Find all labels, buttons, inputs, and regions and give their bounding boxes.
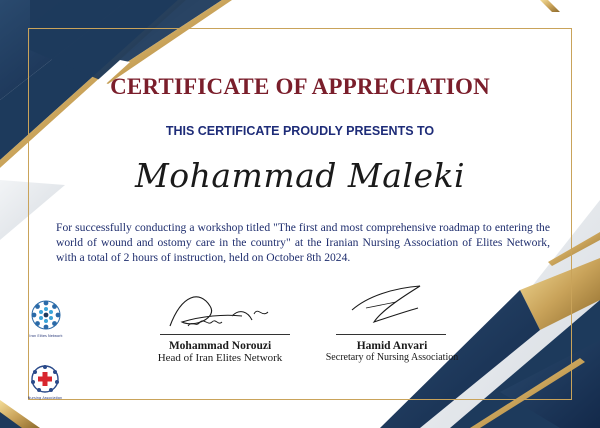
signature-line-left bbox=[160, 334, 290, 335]
certificate-body: For successfully conducting a workshop titled "The first and most comprehensive roadmap to entering the world of wound and ostomy care in the country" at the Iranian Nursing Association of Elites Network, with a total of 2 hours of instruction, held on October 8th 2024. bbox=[56, 221, 550, 264]
logo-caption: Iran Elites Network bbox=[29, 334, 63, 338]
signature-anvari bbox=[346, 280, 430, 332]
nursing-association-logo-icon bbox=[30, 364, 60, 394]
signature-line-right bbox=[336, 334, 446, 335]
signatory-name: Hamid Anvari bbox=[356, 340, 428, 352]
recipient-name: Mohammad Maleki bbox=[134, 156, 466, 195]
logo-caption: Nursing Association bbox=[27, 396, 63, 400]
signatory-role: Secretary of Nursing Association bbox=[325, 352, 459, 363]
signatory-name: Mohammad Norouzi bbox=[168, 340, 272, 352]
certificate-title: CERTIFICATE OF APPRECIATION bbox=[110, 74, 490, 99]
iran-elites-network-logo-icon bbox=[28, 298, 64, 332]
certificate-subtitle: THIS CERTIFICATE PROUDLY PRESENTS TO bbox=[165, 124, 435, 138]
signatory-right bbox=[306, 340, 478, 363]
signatory-role: Head of Iran Elites Network bbox=[157, 352, 283, 364]
bottom-left-corner-shapes bbox=[0, 400, 40, 428]
signatory-left bbox=[130, 340, 310, 364]
signature-norouzi bbox=[162, 286, 282, 336]
top-right-gold-stripe bbox=[540, 0, 560, 12]
